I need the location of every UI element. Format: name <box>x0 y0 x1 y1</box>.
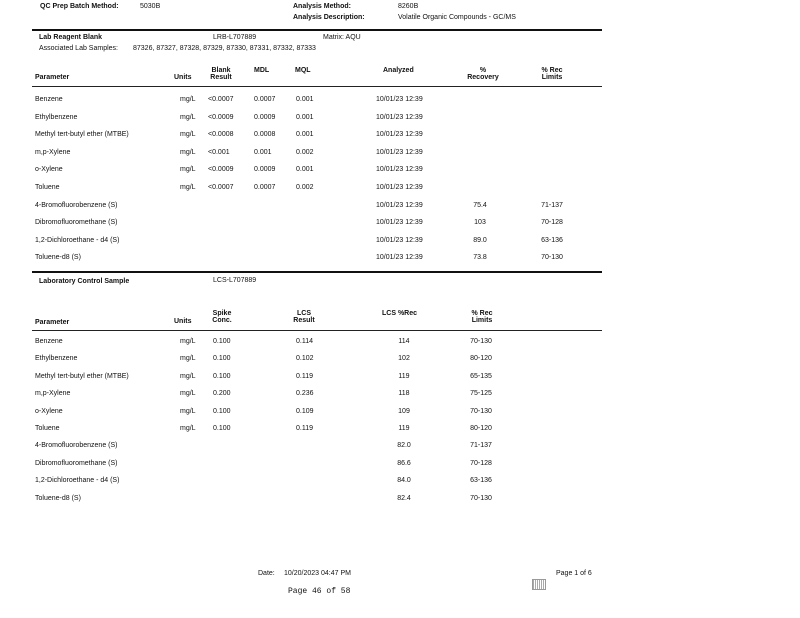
associated-samples-label: Associated Lab Samples: <box>39 45 118 52</box>
prep-method-label: QC Prep Batch Method: <box>40 3 119 10</box>
blank-row-recovery: 89.0 <box>473 236 487 244</box>
blank-row-mdl: 0.0009 <box>254 166 276 174</box>
lcs-row-limits: 63-136 <box>470 477 492 485</box>
blank-row-units: mg/L <box>180 166 196 174</box>
blank-row-result: <0.0009 <box>208 166 234 174</box>
blank-row-parameter: Ethylbenzene <box>35 113 78 121</box>
blank-row-mdl: 0.001 <box>254 148 272 156</box>
blank-row-mql: 0.002 <box>296 148 314 156</box>
lcs-row-result: 0.119 <box>296 425 313 432</box>
blank-row-analyzed: 10/01/23 12:39 <box>376 113 423 121</box>
lcs-row-limits: 70-130 <box>470 338 492 345</box>
prep-method-value: 5030B <box>140 3 161 10</box>
lcs-row-spike: 0.100 <box>213 372 231 380</box>
blank-row-parameter: Toluene <box>35 184 60 191</box>
blank-row-recovery: 103 <box>474 219 486 227</box>
blank-row-parameter: 1,2-Dichloroethane - d4 (S) <box>35 236 120 244</box>
lcs-row-parameter: 1,2-Dichloroethane - d4 (S) <box>35 477 120 485</box>
blank-row-mql: 0.001 <box>296 96 314 103</box>
lcs-row-parameter: Dibromofluoromethane (S) <box>35 459 118 467</box>
blank-row-limits: 70-130 <box>541 254 563 262</box>
blank-row-analyzed: 10/01/23 12:39 <box>376 254 423 262</box>
blank-row-units: mg/L <box>180 148 196 156</box>
associated-samples-values: 87326, 87327, 87328, 87329, 87330, 87331, 87332, 87333 <box>133 45 316 52</box>
lcs-row-recovery: 114 <box>398 338 410 345</box>
blank-row-parameter: Dibromofluoromethane (S) <box>35 219 118 227</box>
blank-row-parameter: o-Xylene <box>35 166 63 174</box>
blank-header-recovery: % Recovery <box>467 67 499 81</box>
lcs-row-recovery: 82.0 <box>397 442 411 450</box>
lcs-row-units: mg/L <box>180 425 196 432</box>
analysis-description-label: Analysis Description: <box>293 14 365 21</box>
analysis-method-value: 8260B <box>398 3 419 10</box>
lcs-row-parameter: Ethylbenzene <box>35 355 78 363</box>
lcs-row-limits: 70-130 <box>470 407 492 415</box>
lcs-row-units: mg/L <box>180 407 196 415</box>
lcs-lab-id: LCS-L707889 <box>213 277 257 284</box>
scan-mark-graphic <box>532 579 546 590</box>
blank-lab-id: LRB-L707889 <box>213 34 257 41</box>
lcs-header-limits: % Rec Limits <box>471 310 493 324</box>
blank-row-units: mg/L <box>180 96 196 103</box>
lcs-row-recovery: 84.0 <box>397 477 411 485</box>
lcs-row-parameter: Methyl tert-butyl ether (MTBE) <box>35 372 129 380</box>
blank-section-title: Lab Reagent Blank <box>39 34 103 41</box>
blank-row-mdl: 0.0008 <box>254 131 276 139</box>
lcs-header-spike: Spike Conc. <box>212 310 232 324</box>
header-rule <box>32 29 602 31</box>
blank-header-mdl: MDL <box>254 67 270 74</box>
footer-page-local: Page 1 of 6 <box>556 570 592 577</box>
lcs-row-recovery: 119 <box>398 425 410 432</box>
lcs-row-result: 0.119 <box>296 372 313 380</box>
blank-row-analyzed: 10/01/23 12:39 <box>376 131 423 139</box>
lcs-header-rule <box>32 330 602 331</box>
blank-row-result: <0.0007 <box>208 96 234 103</box>
blank-row-mql: 0.001 <box>296 131 314 139</box>
lcs-row-parameter: Benzene <box>35 338 63 345</box>
lcs-row-recovery: 86.6 <box>397 459 411 467</box>
lcs-row-result: 0.102 <box>296 355 314 363</box>
section-rule <box>32 271 602 273</box>
lcs-header-result: LCS Result <box>293 310 315 324</box>
lcs-row-limits: 80-120 <box>470 355 492 363</box>
blank-row-analyzed: 10/01/23 12:39 <box>376 96 423 103</box>
blank-row-analyzed: 10/01/23 12:39 <box>376 184 423 191</box>
analysis-description-value: Volatile Organic Compounds - GC/MS <box>398 14 516 21</box>
lcs-row-recovery: 118 <box>398 390 410 398</box>
blank-row-recovery: 73.8 <box>473 254 487 262</box>
lcs-section-title: Laboratory Control Sample <box>39 278 130 285</box>
blank-row-units: mg/L <box>180 113 196 121</box>
blank-row-analyzed: 10/01/23 12:39 <box>376 219 423 227</box>
lcs-row-units: mg/L <box>180 390 196 398</box>
lcs-row-parameter: o-Xylene <box>35 407 63 415</box>
analysis-method-label: Analysis Method: <box>293 3 351 10</box>
blank-row-parameter: Methyl tert-butyl ether (MTBE) <box>35 131 129 139</box>
lcs-row-spike: 0.100 <box>213 425 231 432</box>
blank-row-analyzed: 10/01/23 12:39 <box>376 201 423 209</box>
lcs-header-rec: LCS %Rec <box>382 310 418 317</box>
blank-row-mdl: 0.0007 <box>254 184 276 191</box>
lcs-row-spike: 0.100 <box>213 355 231 363</box>
blank-header-rule <box>32 86 602 87</box>
blank-row-mdl: 0.0007 <box>254 96 276 103</box>
lcs-row-limits: 80-120 <box>470 425 492 432</box>
lcs-header-units: Units <box>174 318 192 325</box>
blank-header-result: Blank Result <box>210 67 232 81</box>
lcs-row-units: mg/L <box>180 355 196 363</box>
lcs-row-limits: 70-128 <box>470 459 492 467</box>
lcs-row-result: 0.114 <box>296 338 313 345</box>
blank-row-analyzed: 10/01/23 12:39 <box>376 236 423 244</box>
lcs-row-limits: 65-135 <box>470 372 492 380</box>
blank-row-result: <0.0008 <box>208 131 234 139</box>
blank-matrix: Matrix: AQU <box>323 34 361 41</box>
lcs-header-parameter: Parameter <box>35 319 70 326</box>
lcs-row-spike: 0.200 <box>213 390 231 398</box>
lcs-row-parameter: m,p-Xylene <box>35 390 71 398</box>
blank-row-parameter: Benzene <box>35 96 63 103</box>
blank-header-mql: MQL <box>295 67 311 74</box>
blank-row-analyzed: 10/01/23 12:39 <box>376 148 423 156</box>
footer-date-value: 10/20/2023 04:47 PM <box>284 570 351 577</box>
footer-date-label: Date: <box>258 570 275 577</box>
blank-row-analyzed: 10/01/23 12:39 <box>376 166 423 174</box>
lcs-row-limits: 71-137 <box>470 442 492 450</box>
lcs-row-limits: 75-125 <box>470 390 492 398</box>
lcs-row-recovery: 119 <box>398 372 410 380</box>
blank-row-parameter: Toluene-d8 (S) <box>35 254 81 262</box>
lcs-row-result: 0.236 <box>296 390 314 398</box>
lcs-row-recovery: 82.4 <box>397 494 411 502</box>
blank-row-parameter: m,p-Xylene <box>35 148 71 156</box>
footer-page-total: Page 46 of 58 <box>288 587 351 596</box>
blank-header-analyzed: Analyzed <box>383 67 414 74</box>
blank-row-result: <0.0009 <box>208 113 234 121</box>
blank-row-limits: 71-137 <box>541 201 563 209</box>
blank-row-units: mg/L <box>180 184 196 191</box>
blank-row-parameter: 4-Bromofluorobenzene (S) <box>35 201 118 209</box>
lcs-row-parameter: Toluene-d8 (S) <box>35 494 81 502</box>
lcs-row-spike: 0.100 <box>213 338 231 345</box>
blank-row-limits: 63-136 <box>541 236 563 244</box>
lcs-row-spike: 0.100 <box>213 407 231 415</box>
lcs-row-result: 0.109 <box>296 407 314 415</box>
lcs-row-units: mg/L <box>180 338 196 345</box>
lcs-row-recovery: 102 <box>398 355 410 363</box>
blank-row-recovery: 75.4 <box>473 201 487 209</box>
blank-row-result: <0.001 <box>208 148 230 156</box>
blank-header-units: Units <box>174 74 192 81</box>
blank-row-units: mg/L <box>180 131 196 139</box>
blank-row-mql: 0.001 <box>296 113 314 121</box>
lcs-row-units: mg/L <box>180 372 196 380</box>
blank-header-limits: % Rec Limits <box>541 67 563 81</box>
blank-row-result: <0.0007 <box>208 184 234 191</box>
blank-row-limits: 70-128 <box>541 219 563 227</box>
lcs-row-parameter: Toluene <box>35 425 60 432</box>
blank-row-mql: 0.002 <box>296 184 314 191</box>
lcs-row-recovery: 109 <box>398 407 410 415</box>
blank-row-mql: 0.001 <box>296 166 314 174</box>
lcs-row-limits: 70-130 <box>470 494 492 502</box>
blank-header-parameter: Parameter <box>35 74 70 81</box>
blank-row-mdl: 0.0009 <box>254 113 276 121</box>
lcs-row-parameter: 4-Bromofluorobenzene (S) <box>35 442 118 450</box>
